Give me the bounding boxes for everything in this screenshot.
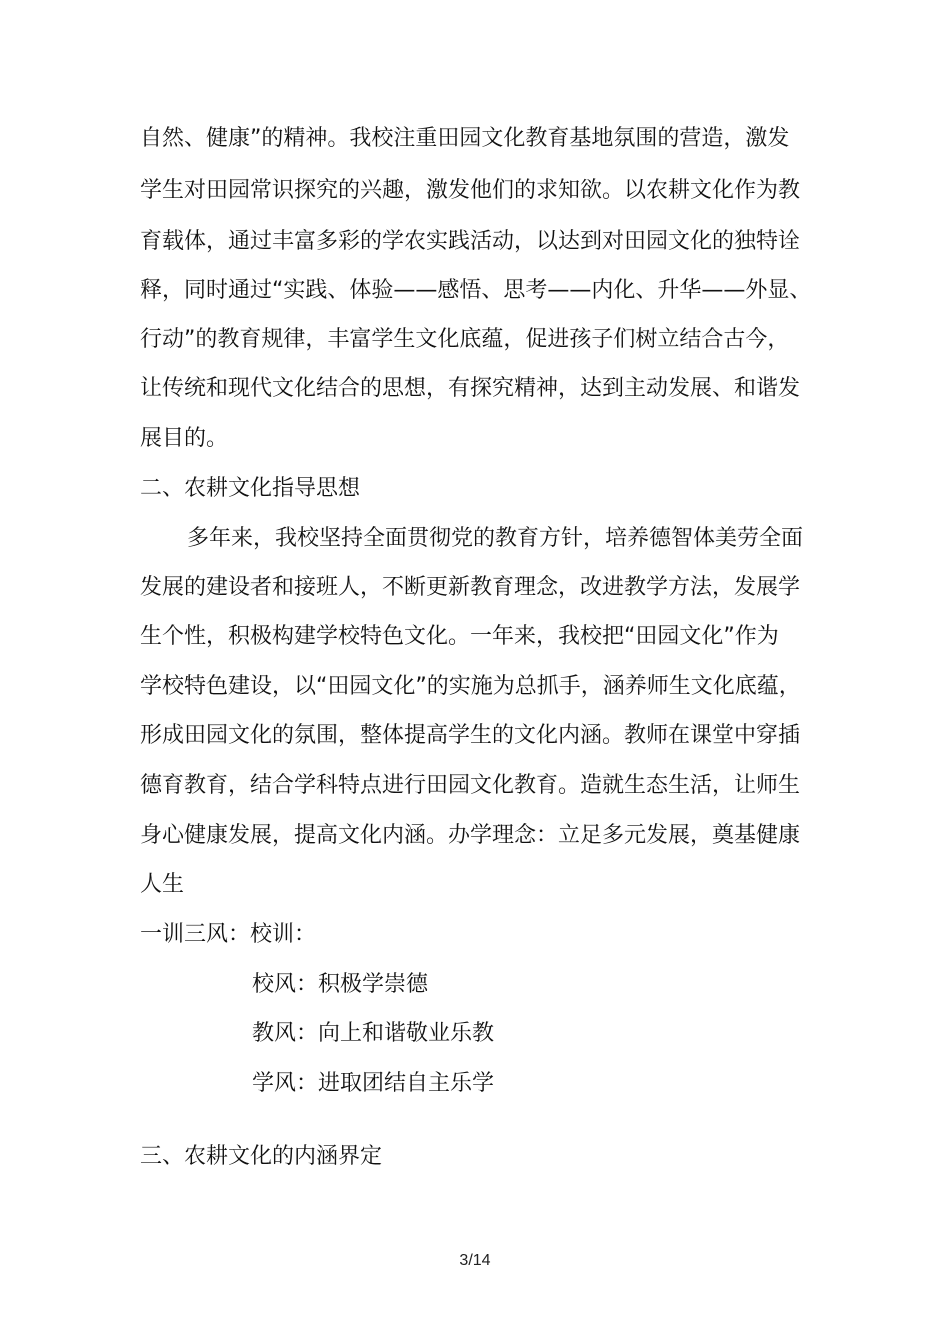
text-line: 德育教育，结合学科特点进行田园文化教育。造就生态生活，让师生 [140, 773, 801, 798]
text-line: 人生 [140, 872, 185, 897]
text-line: 展目的。 [140, 426, 229, 451]
text-line: 释，同时通过“实践、体验——感悟、思考——内化、升华——外显、 [140, 278, 812, 303]
text-line: 行动”的教育规律，丰富学生文化底蕴，促进孩子们树立结合古今， [140, 327, 790, 352]
text-line: 学生对田园常识探究的兴趣，激发他们的求知欲。以农耕文化作为教 [140, 178, 801, 203]
section-heading-2: 二、农耕文化指导思想 [140, 476, 361, 501]
text-line: 多年来，我校坚持全面贯彻党的教育方针，培养德智体美劳全面 [187, 526, 804, 551]
motto-line: 一训三风：校训： [140, 922, 317, 947]
text-line: 学校特色建设，以“田园文化”的实施为总抓手，涵养师生文化底蕴， [140, 674, 801, 699]
text-line: 育载体，通过丰富多彩的学农实践活动，以达到对田园文化的独特诠 [140, 229, 801, 254]
teaching-style: 教风：向上和谐敬业乐教 [252, 1021, 495, 1046]
text-line: 形成田园文化的氛围，整体提高学生的文化内涵。教师在课堂中穿插 [140, 723, 801, 748]
text-line: 发展的建设者和接班人，不断更新教育理念，改进教学方法，发展学 [140, 575, 801, 600]
school-style: 校风：积极学崇德 [252, 972, 429, 997]
text-line: 生个性，积极构建学校特色文化。一年来，我校把“田园文化”作为 [140, 624, 779, 649]
section-heading-3: 三、农耕文化的内涵界定 [140, 1144, 383, 1169]
learning-style: 学风：进取团结自主乐学 [252, 1071, 495, 1096]
text-line: 身心健康发展，提高文化内涵。办学理念：立足多元发展，奠基健康 [140, 823, 801, 848]
text-line: 让传统和现代文化结合的思想，有探究精神，达到主动发展、和谐发 [140, 376, 801, 401]
text-line: 自然、健康”的精神。我校注重田园文化教育基地氛围的营造，激发 [140, 126, 790, 151]
page-number: 3/14 [459, 1252, 491, 1269]
